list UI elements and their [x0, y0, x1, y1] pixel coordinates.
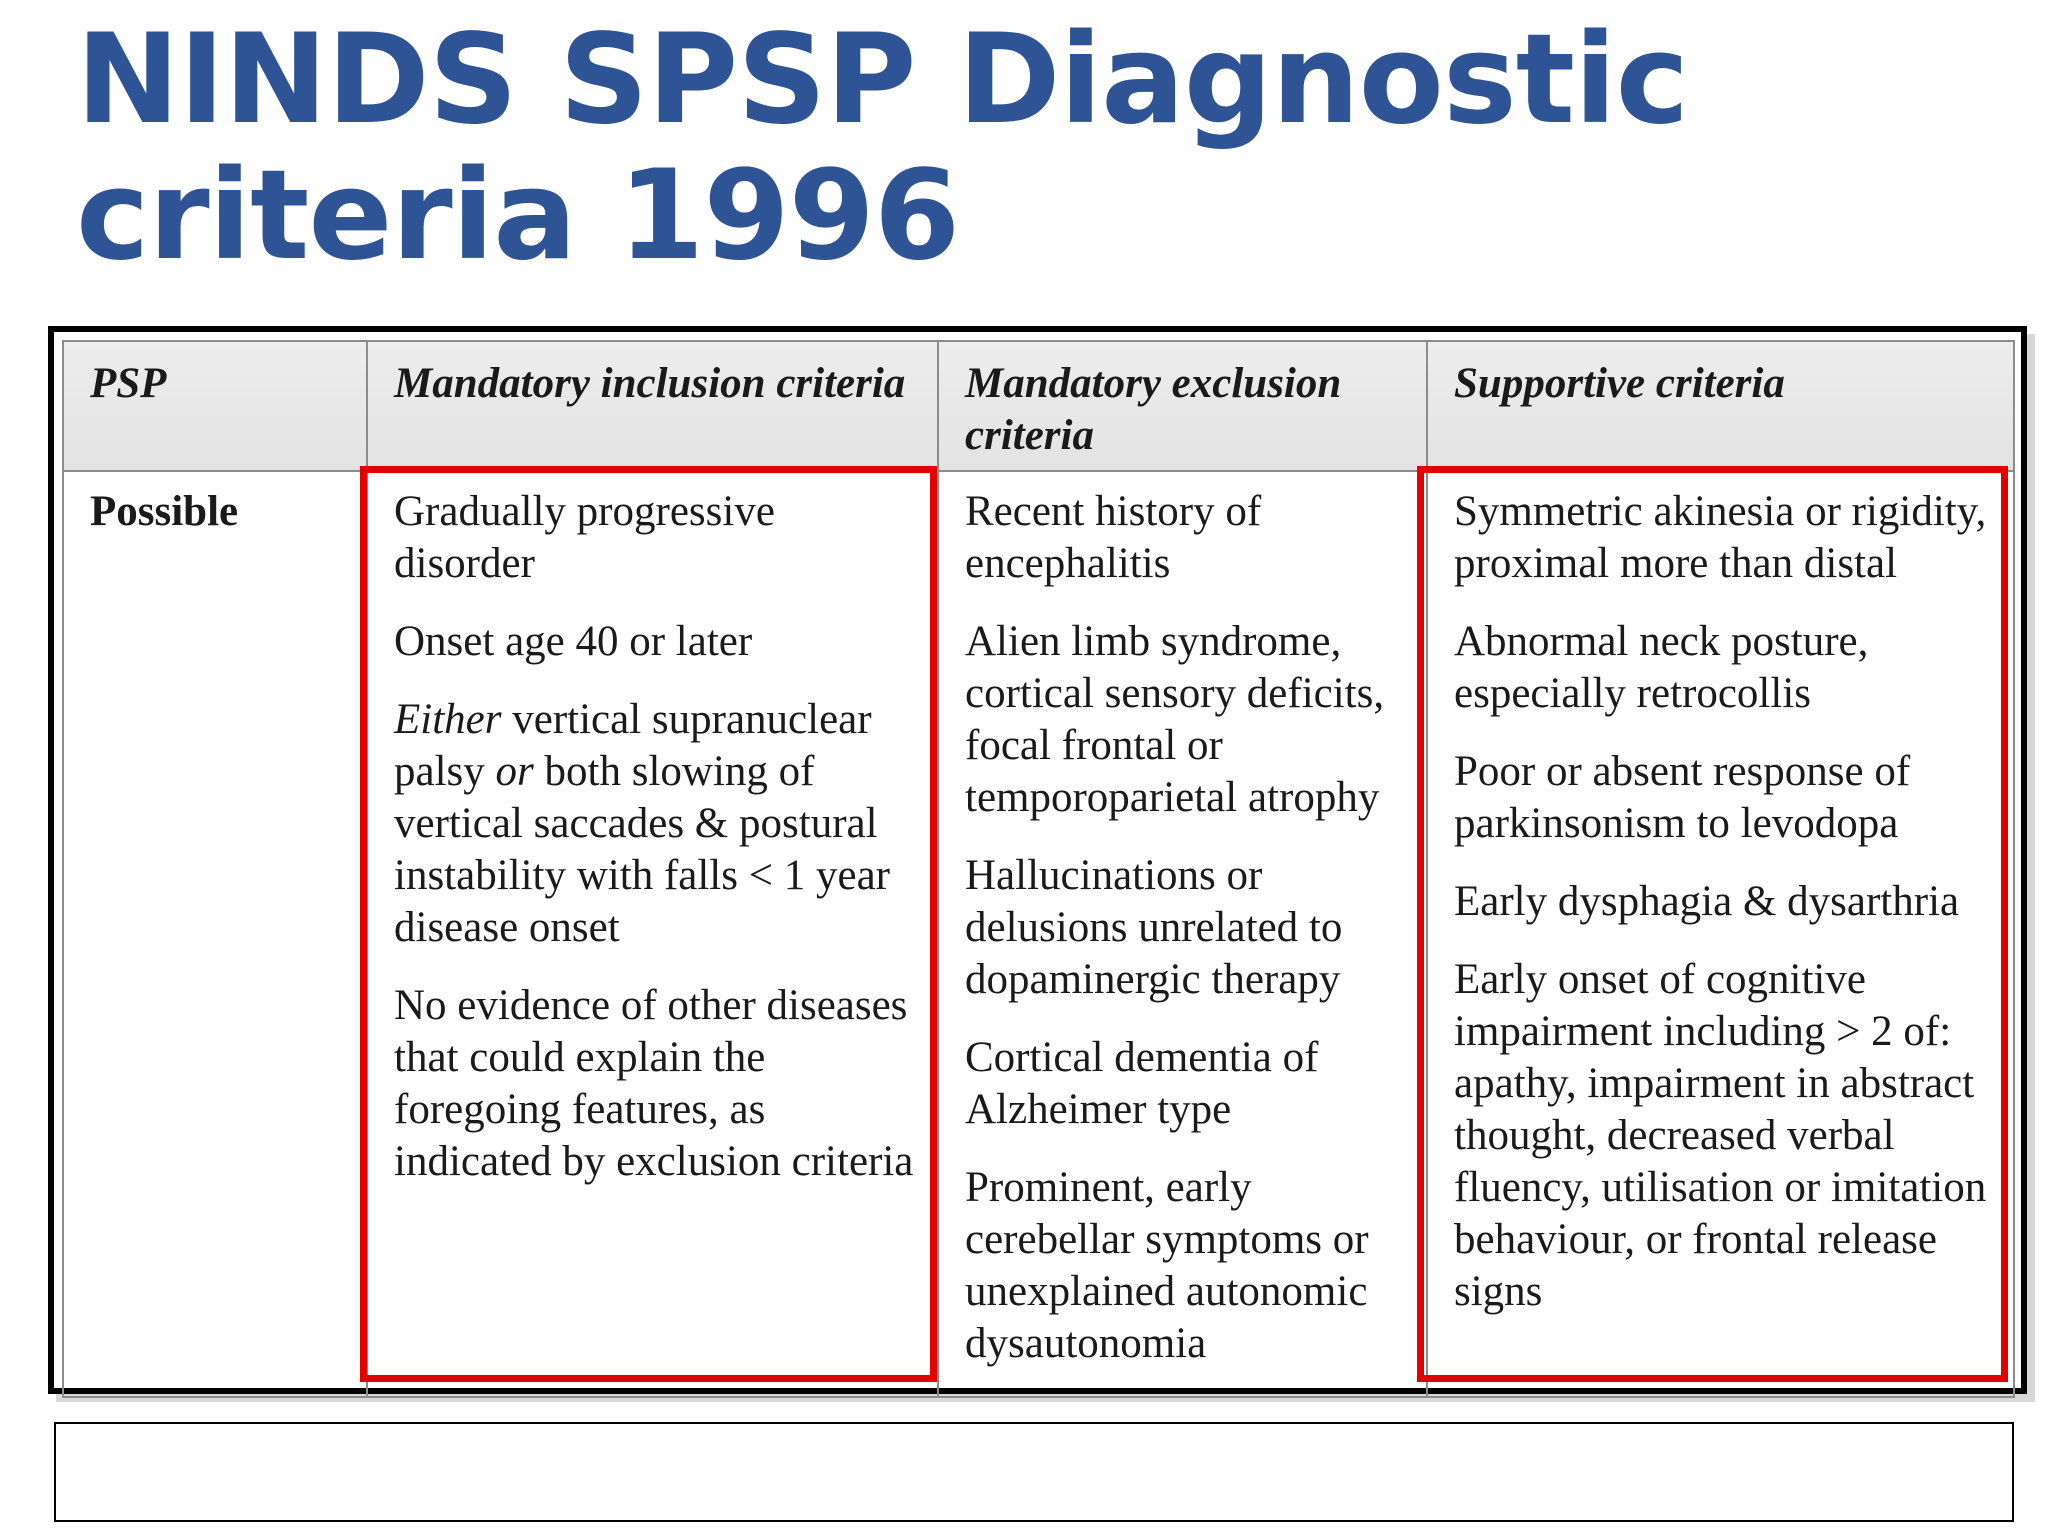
inclusion-cell — [367, 471, 938, 1397]
supportive-cell — [1427, 471, 2014, 1397]
supportive-item: Early onset of cognitive impairment including > 2 of: apathy, impairment in abstract thought, decreased verbal fluency, utilisation or imitation behaviour, or frontal release signs — [1454, 956, 1987, 1315]
exclusion-item: Hallucinations or delusions unrelated to dopaminergic therapy — [965, 852, 1343, 1003]
exclusion-item: Cortical dementia of Alzheimer type — [965, 1034, 1319, 1133]
header-supportive: Supportive criteria — [1427, 341, 2014, 471]
exclusion-cell — [938, 471, 1427, 1397]
header-inclusion: Mandatory inclusion criteria — [367, 341, 938, 471]
empty-footer-box — [54, 1422, 2014, 1522]
supportive-item: Early dysphagia & dysarthria — [1454, 878, 1960, 925]
inclusion-item — [394, 694, 923, 954]
inclusion-item: No evidence of other diseases that could explain the foregoing features, as indicated by exclusion criteria — [394, 982, 914, 1185]
supportive-item: Symmetric akinesia or rigidity, proximal more than distal — [1454, 488, 1987, 587]
exclusion-item: Prominent, early cerebellar symptoms or unexplained autonomic dysautonomia — [965, 1164, 1369, 1367]
exclusion-item: Alien limb syndrome, cortical sensory deficits, focal frontal or temporoparietal atrophy — [965, 618, 1385, 821]
title-line-2: criteria 1996 — [76, 144, 960, 288]
header-psp: PSP — [63, 341, 367, 471]
criteria-table-frame — [48, 326, 2027, 1394]
either-emphasis: Either — [394, 696, 502, 743]
supportive-item: Abnormal neck posture, especially retrocollis — [1454, 618, 1869, 717]
header-exclusion: Mandatory exclusion criteria — [938, 341, 1427, 471]
criteria-table — [62, 340, 2015, 1398]
or-emphasis: or — [495, 748, 534, 795]
header-row — [63, 341, 2014, 471]
inclusion-item-text: vertical supranuclear palsy — [394, 696, 872, 795]
inclusion-item-text: both slowing of vertical saccades & postural instability with falls < 1 year disease onset — [394, 748, 890, 951]
inclusion-item: Onset age 40 or later — [394, 618, 753, 665]
exclusion-item: Recent history of encephalitis — [965, 488, 1262, 587]
title-line-1: NINDS SPSP Diagnostic — [76, 8, 1689, 152]
table-row — [63, 471, 2014, 1397]
row-label-possible: Possible — [63, 471, 367, 1397]
slide-title — [76, 8, 1689, 288]
supportive-item: Poor or absent response of parkinsonism to levodopa — [1454, 748, 1911, 847]
inclusion-item: Gradually progressive disorder — [394, 488, 775, 587]
